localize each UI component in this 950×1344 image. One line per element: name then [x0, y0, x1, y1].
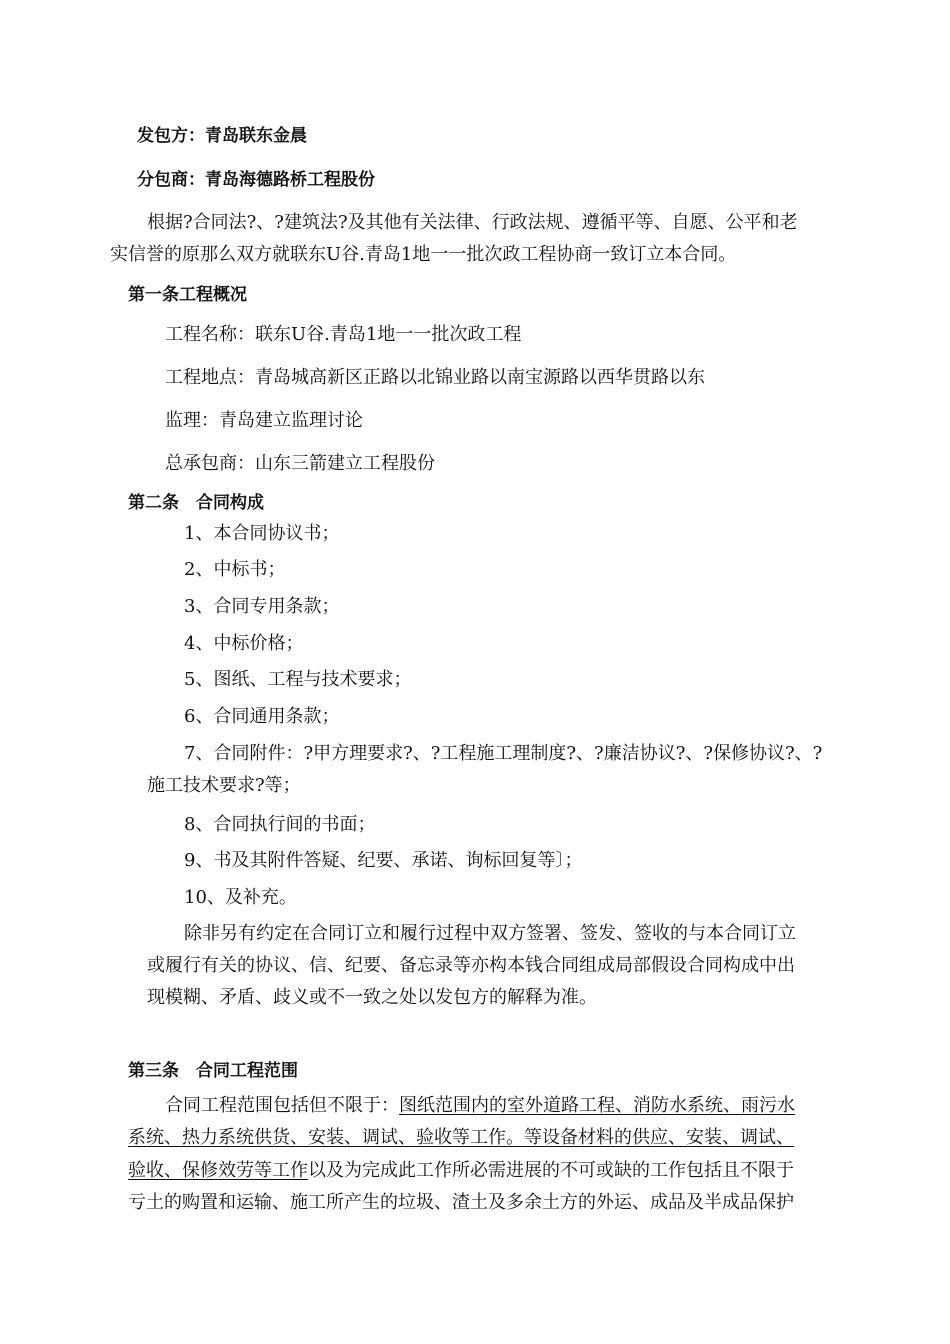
- employer-line: 发包方：青岛联东金晨: [137, 126, 307, 146]
- list-item: 3、合同专用条款；: [184, 596, 340, 617]
- list-item: 2、中标书；: [184, 559, 286, 580]
- list-item-continuation: 施工技术要求?等；: [147, 775, 301, 796]
- list-item: 1、本合同协议书；: [184, 523, 340, 544]
- article3-line-1: [165, 1094, 795, 1118]
- list-item: 4、中标价格；: [184, 633, 304, 654]
- scope-underlined: 验收、保修效劳等工作: [128, 1160, 308, 1181]
- article2-note-line-3: 现模糊、矛盾、歧义或不一致之处以发包方的解释为准。: [147, 987, 597, 1008]
- project-location: 工程地点：青岛城高新区正路以北锦业路以南宝源路以西华贯路以东: [165, 367, 705, 388]
- article3-line-4: 亏土的购置和运输、施工所产生的垃圾、渣土及多余土方的外运、成品及半成品保护: [128, 1192, 794, 1213]
- preamble-line-2: 实信誉的原那么双方就联东U谷.青岛1地一一批次政工程协商一致订立本合同。: [110, 244, 737, 265]
- article3-title: 第三条 合同工程范围: [128, 1061, 298, 1081]
- list-item: 8、合同执行间的书面；: [184, 814, 376, 835]
- subcontractor-line: 分包商：青岛海德路桥工程股份: [137, 170, 375, 190]
- scope-prefix: 合同工程范围包括但不限于：: [165, 1095, 399, 1116]
- article2-title: 第二条 合同构成: [128, 493, 264, 513]
- project-name: 工程名称：联东U谷.青岛1地一一批次政工程: [165, 324, 522, 345]
- article2-note-line-1: 除非另有约定在合同订立和履行过程中双方签署、签发、签收的与本合同订立: [184, 923, 796, 944]
- list-item: 10、及补充。: [184, 887, 297, 908]
- article1-title: 第一条工程概况: [128, 285, 247, 305]
- list-item: 9、书及其附件答疑、纪要、承诺、询标回复等〕；: [184, 850, 583, 871]
- scope-underlined: 图纸范围内的室外道路工程、消防水系统、雨污水: [399, 1095, 795, 1116]
- list-item: 7、合同附件：?甲方理要求?、?工程施工理制度?、?廉洁协议?、?保修协议?、?: [184, 743, 823, 764]
- list-item: 5、图纸、工程与技术要求；: [184, 669, 412, 690]
- project-supervisor: 监理：青岛建立监理讨论: [165, 410, 363, 431]
- preamble-line-1: 根据?合同法?、?建筑法?及其他有关法律、行政法规、遵循平等、自愿、公平和老: [147, 212, 798, 233]
- article3-line-2: 系统、热力系统供货、安装、调试、验收等工作。等设备材料的供应、安装、调试、: [128, 1127, 794, 1148]
- list-item: 6、合同通用条款；: [184, 706, 340, 727]
- scope-rest: 以及为完成此工作所必需进展的不可或缺的工作包括且不限于: [308, 1160, 794, 1181]
- project-contractor: 总承包商：山东三箭建立工程股份: [165, 453, 435, 474]
- article2-note-line-2: 或履行有关的协议、信、纪要、备忘录等亦构本钱合同组成局部假设合同构成中出: [147, 955, 795, 976]
- article3-line-3: [128, 1159, 794, 1183]
